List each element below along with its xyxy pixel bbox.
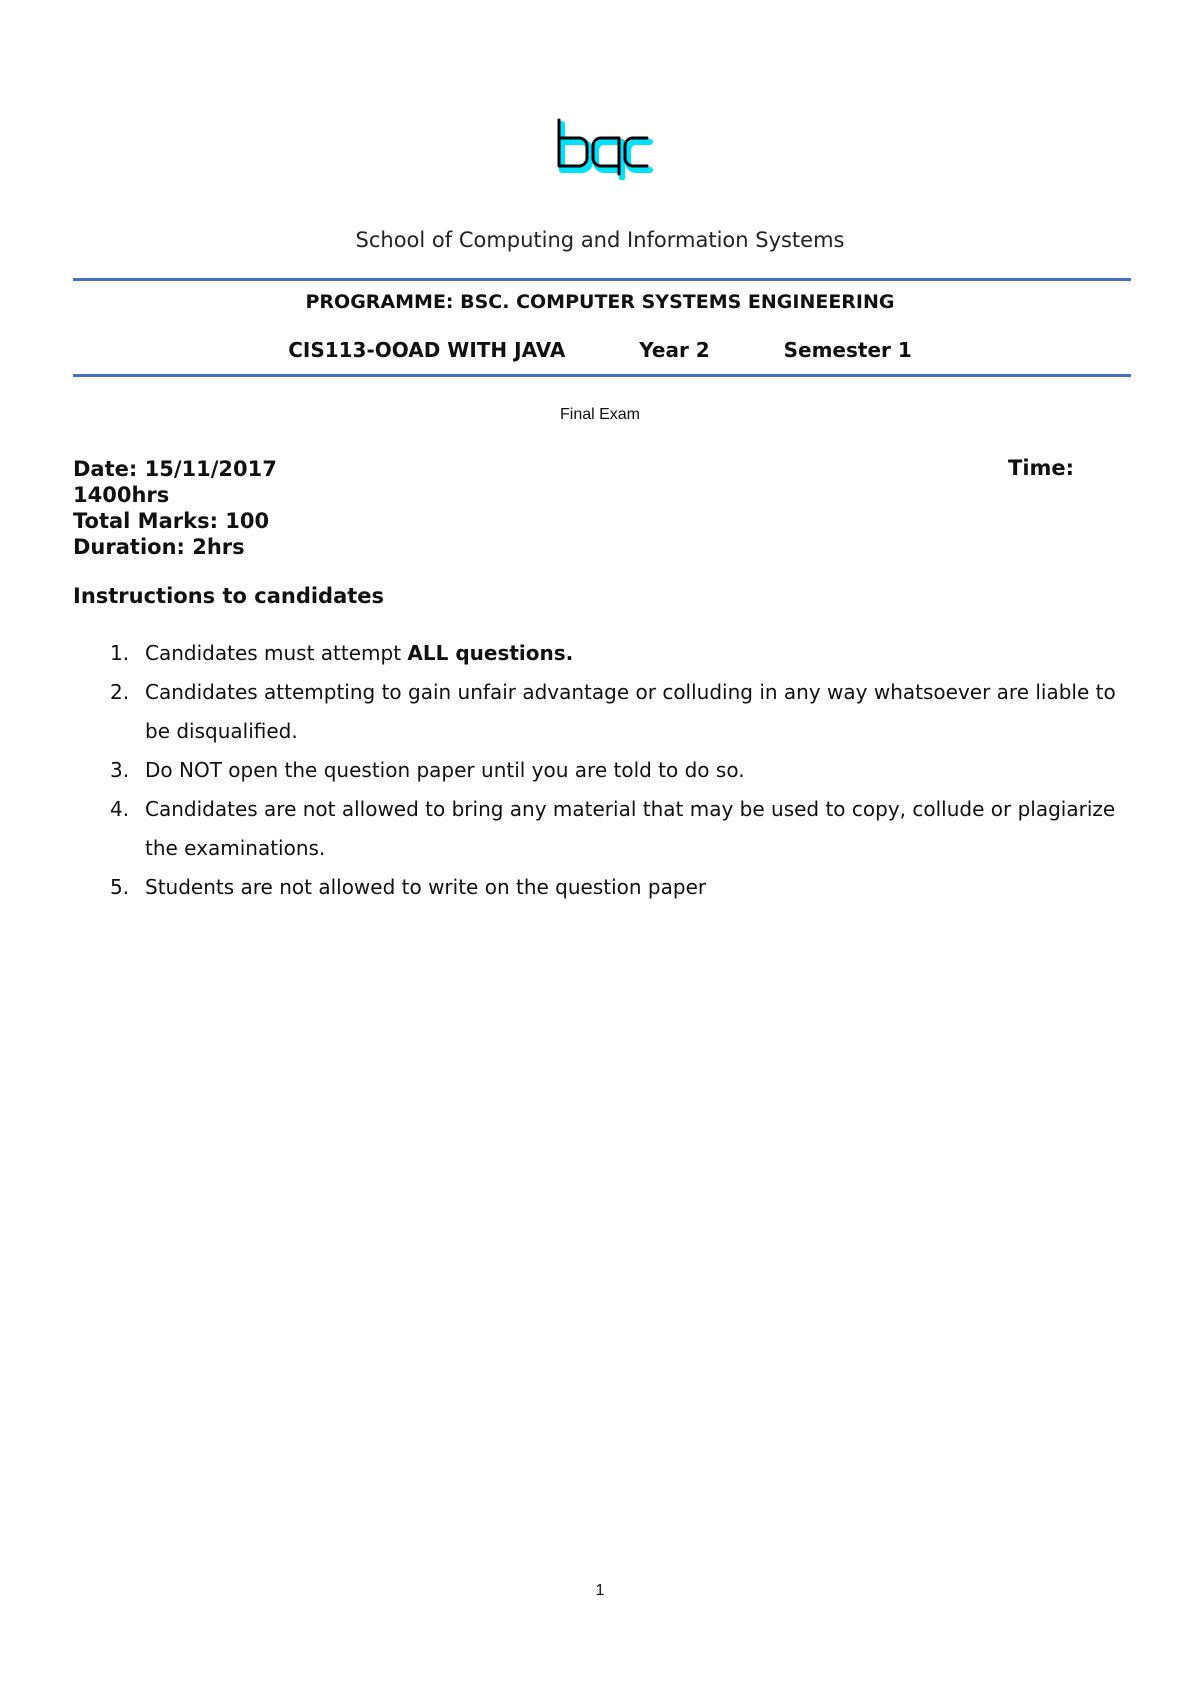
programme-title: PROGRAMME: BSC. COMPUTER SYSTEMS ENGINEERING <box>305 291 895 313</box>
list-item: 4. Candidates are not allowed to bring any material that may be used to copy, collude or plagiarize the examinations. <box>110 797 1116 860</box>
course-code: CIS113-OOAD WITH JAVA <box>288 338 566 362</box>
year-label: Year 2 <box>639 338 710 362</box>
header-rule-bottom <box>73 374 1131 377</box>
instructions-title: Instructions to candidates <box>73 584 385 608</box>
exam-time-label: Time: <box>1008 456 1075 480</box>
semester-label: Semester 1 <box>783 338 912 362</box>
list-item: 5. Students are not allowed to write on the question paper <box>110 875 707 899</box>
course-row <box>0 338 1200 362</box>
total-marks: Total Marks: 100 <box>73 509 270 533</box>
exam-info-block <box>73 456 277 560</box>
exam-date: Date: 15/11/2017 <box>73 457 277 481</box>
page-number: 1 <box>595 1582 605 1599</box>
instructions-list <box>103 634 1133 907</box>
exam-time-value: 1400hrs <box>73 483 170 507</box>
list-item: 2. Candidates attempting to gain unfair advantage or colluding in any way whatsoever are liable to be disqualified. <box>110 680 1116 743</box>
school-name: School of Computing and Information Systems <box>355 228 845 252</box>
header-rule-top <box>73 278 1131 281</box>
list-item: 1. Candidates must attempt ALL questions. <box>110 641 574 665</box>
exam-type: Final Exam <box>559 406 641 423</box>
exam-duration: Duration: 2hrs <box>73 535 245 559</box>
list-item: 3. Do NOT open the question paper until you are told to do so. <box>110 758 745 782</box>
bqc-logo <box>553 118 653 180</box>
